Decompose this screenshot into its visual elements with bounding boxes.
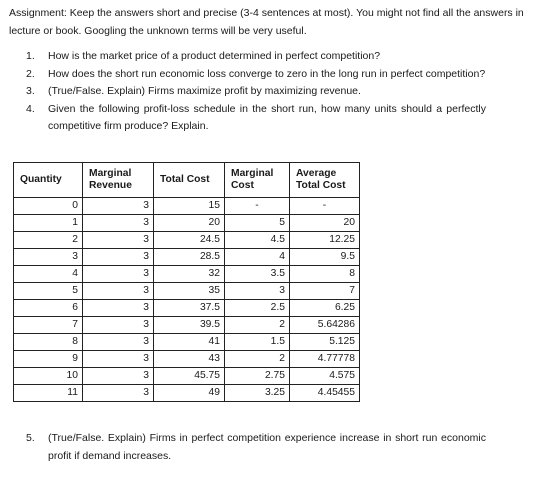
- cell-marginal-cost: 4.5: [225, 232, 290, 249]
- cell-marginal-cost: 3: [225, 283, 290, 300]
- cell-quantity: 8: [14, 334, 83, 351]
- cell-average-total-cost: 12.25: [290, 232, 360, 249]
- header-total-cost: Total Cost: [154, 163, 225, 198]
- header-quantity: Quantity: [14, 163, 83, 198]
- table-row: [14, 351, 360, 368]
- question-text: (True/False. Explain) Firms in perfect competition experience increase in short run economic profit if demand increases.: [48, 432, 486, 462]
- cell-marginal-cost: 2: [225, 317, 290, 334]
- cell-quantity: 7: [14, 317, 83, 334]
- cell-marginal-cost: 2.5: [225, 300, 290, 317]
- cell-average-total-cost: 4.45455: [290, 385, 360, 402]
- header-marginal-revenue: Marginal Revenue: [83, 163, 154, 198]
- cell-total-cost: 35: [154, 283, 225, 300]
- question-item: [26, 83, 486, 101]
- table-row: [14, 385, 360, 402]
- cell-marginal-revenue: 3: [83, 368, 154, 385]
- question-item: [26, 430, 486, 465]
- cell-total-cost: 37.5: [154, 300, 225, 317]
- table-row: [14, 266, 360, 283]
- cell-total-cost: 49: [154, 385, 225, 402]
- question-list-continued: [26, 430, 486, 465]
- table-row: [14, 232, 360, 249]
- table-row: [14, 283, 360, 300]
- table-row: [14, 198, 360, 215]
- question-number: 1.: [26, 50, 35, 62]
- table-header-row: [14, 163, 360, 198]
- table-row: [14, 215, 360, 232]
- cell-quantity: 2: [14, 232, 83, 249]
- cell-total-cost: 32: [154, 266, 225, 283]
- cell-marginal-cost: 2.75: [225, 368, 290, 385]
- cell-quantity: 11: [14, 385, 83, 402]
- assignment-intro: Assignment: Keep the answers short and precise (3-4 sentences at most). You might not find all the answers in lecture or book. Googling the unknown terms will be very useful.: [9, 7, 524, 37]
- cell-marginal-revenue: 3: [83, 266, 154, 283]
- cell-marginal-revenue: 3: [83, 283, 154, 300]
- cell-average-total-cost: 4.77778: [290, 351, 360, 368]
- cell-quantity: 6: [14, 300, 83, 317]
- cell-marginal-revenue: 3: [83, 215, 154, 232]
- table-row: [14, 249, 360, 266]
- table-body: [14, 198, 360, 402]
- cell-quantity: 9: [14, 351, 83, 368]
- cell-average-total-cost: 5.64286: [290, 317, 360, 334]
- cell-total-cost: 15: [154, 198, 225, 215]
- question-item: [26, 66, 486, 84]
- cell-total-cost: 43: [154, 351, 225, 368]
- cell-marginal-cost: 4: [225, 249, 290, 266]
- cell-total-cost: 20: [154, 215, 225, 232]
- table-row: [14, 300, 360, 317]
- cell-marginal-revenue: 3: [83, 385, 154, 402]
- question-number: 3.: [26, 85, 35, 97]
- cell-marginal-cost: 5: [225, 215, 290, 232]
- cell-marginal-revenue: 3: [83, 351, 154, 368]
- cell-total-cost: 39.5: [154, 317, 225, 334]
- cell-quantity: 0: [14, 198, 83, 215]
- question-text: (True/False. Explain) Firms maximize profit by maximizing revenue.: [48, 85, 361, 97]
- cell-quantity: 4: [14, 266, 83, 283]
- question-item: [26, 101, 486, 136]
- cell-marginal-revenue: 3: [83, 317, 154, 334]
- cell-quantity: 5: [14, 283, 83, 300]
- cell-average-total-cost: -: [290, 198, 360, 215]
- cell-marginal-cost: 3.25: [225, 385, 290, 402]
- cell-average-total-cost: 7: [290, 283, 360, 300]
- cell-total-cost: 24.5: [154, 232, 225, 249]
- question-number: 5.: [26, 432, 35, 444]
- profit-loss-schedule-table: [13, 162, 360, 402]
- cell-marginal-cost: 2: [225, 351, 290, 368]
- question-number: 2.: [26, 67, 35, 80]
- cell-quantity: 3: [14, 249, 83, 266]
- cell-quantity: 10: [14, 368, 83, 385]
- cell-total-cost: 28.5: [154, 249, 225, 266]
- cell-average-total-cost: 8: [290, 266, 360, 283]
- question-number: 4.: [26, 102, 35, 115]
- cell-marginal-revenue: 3: [83, 334, 154, 351]
- cell-marginal-cost: -: [225, 198, 290, 215]
- cell-marginal-revenue: 3: [83, 249, 154, 266]
- cell-average-total-cost: 9.5: [290, 249, 360, 266]
- question-text: Given the following profit-loss schedule in the short run, how many units should a perfectly competitive firm produce? Explain.: [48, 102, 486, 132]
- header-marginal-cost: Marginal Cost: [225, 163, 290, 198]
- question-list: [26, 48, 486, 136]
- table-row: [14, 317, 360, 334]
- question-item: [26, 48, 486, 66]
- question-text: How does the short run economic loss converge to zero in the long run in perfect competition?: [48, 67, 486, 80]
- question-text: How is the market price of a product determined in perfect competition?: [48, 50, 381, 62]
- cell-marginal-revenue: 3: [83, 300, 154, 317]
- table-row: [14, 368, 360, 385]
- header-average-total-cost: Average Total Cost: [290, 163, 360, 198]
- cell-marginal-cost: 3.5: [225, 266, 290, 283]
- cell-marginal-cost: 1.5: [225, 334, 290, 351]
- cell-average-total-cost: 5.125: [290, 334, 360, 351]
- cell-quantity: 1: [14, 215, 83, 232]
- cell-average-total-cost: 4.575: [290, 368, 360, 385]
- cell-total-cost: 41: [154, 334, 225, 351]
- cell-average-total-cost: 6.25: [290, 300, 360, 317]
- cell-marginal-revenue: 3: [83, 232, 154, 249]
- cell-total-cost: 45.75: [154, 368, 225, 385]
- cell-marginal-revenue: 3: [83, 198, 154, 215]
- cell-average-total-cost: 20: [290, 215, 360, 232]
- table-row: [14, 334, 360, 351]
